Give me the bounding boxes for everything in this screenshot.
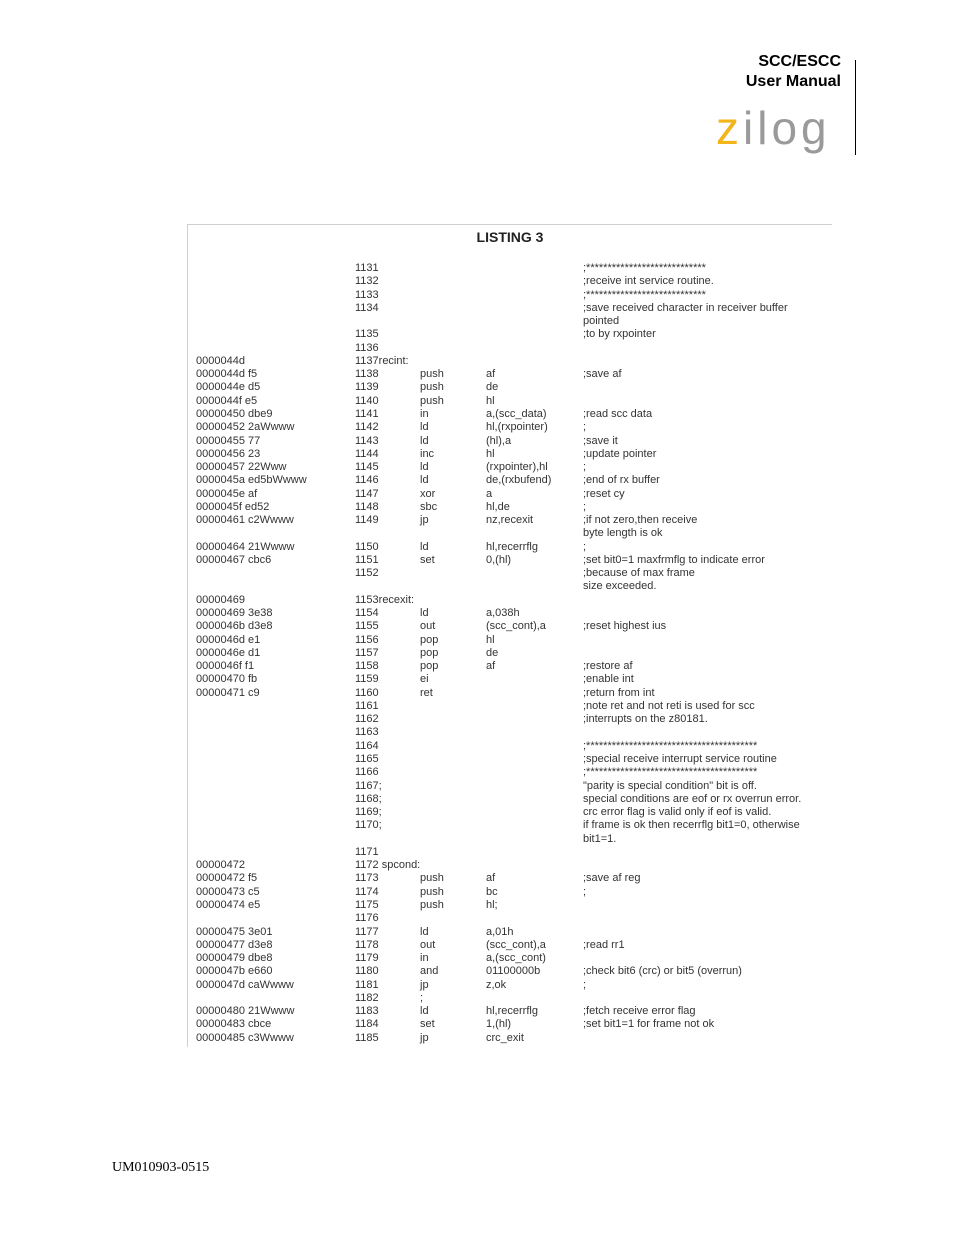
listing-line — [188, 275, 832, 288]
listing-addr: 0000044d — [196, 354, 245, 367]
listing-op: push — [420, 381, 444, 394]
listing-arg: af — [486, 872, 496, 885]
listing-cmt: ;update pointer — [583, 447, 657, 460]
listing-op: inc — [420, 447, 435, 460]
listing-num: 1159 — [355, 673, 379, 686]
listing-op: push — [420, 394, 444, 407]
listing-line — [188, 381, 832, 394]
listing-addr: 0000045a ed5bWwww — [196, 474, 307, 487]
listing-op: ; — [420, 991, 424, 1004]
listing-arg: (scc_cont),a — [486, 938, 546, 951]
listing-num: 1147 — [355, 487, 379, 500]
listing-op: ld — [420, 421, 429, 434]
listing-arg: bc — [486, 885, 498, 898]
listing-cmt: ;receive int service routine. — [583, 275, 714, 288]
listing-cmt: ;fetch receive error flag — [583, 1005, 696, 1018]
listing-num: 1145 — [355, 461, 379, 474]
listing-line — [188, 726, 832, 739]
listing-line — [188, 262, 832, 275]
listing-cmt: ;note ret and not reti is used for scc — [583, 699, 755, 712]
listing-cmt: ;reset highest ius — [583, 620, 667, 633]
listing-op: pop — [420, 633, 439, 646]
listing-num: 1134 — [355, 301, 379, 314]
listing-line — [188, 939, 832, 952]
document-header — [746, 52, 841, 92]
listing-num: 1180 — [355, 965, 379, 978]
listing-arg: a,(scc_cont) — [486, 952, 546, 965]
listing-arg: hl,de — [486, 500, 510, 513]
header-title-line1: SCC/ESCC — [758, 53, 841, 70]
listing-cmt: ;**************************** — [583, 288, 706, 301]
listing-num: 1132 — [355, 275, 379, 288]
listing-addr: 00000477 d3e8 — [196, 938, 273, 951]
listing-num: 1131 — [355, 262, 379, 274]
listing-cmt: ;read scc data — [583, 407, 653, 420]
listing-num: 1169; — [355, 806, 382, 819]
listing-num: 1154 — [355, 607, 379, 620]
listing-line — [188, 634, 832, 647]
listing-num: 1181 — [355, 978, 379, 991]
listing-line — [188, 965, 832, 978]
listing-line — [188, 328, 832, 341]
listing-addr: 00000479 dbe8 — [196, 952, 273, 965]
listing-op: out — [420, 938, 436, 951]
listing-num: 1170; — [355, 819, 382, 832]
listing-title: LISTING 3 — [476, 229, 544, 245]
listing-line — [188, 342, 832, 355]
listing-op: ld — [420, 540, 429, 553]
listing-cmt: ;restore af — [583, 660, 633, 673]
listing-line — [188, 541, 832, 554]
listing-num: 1143 — [355, 434, 379, 447]
listing-line — [188, 872, 832, 885]
listing-addr: 0000046d e1 — [196, 633, 261, 646]
listing-op: push — [420, 368, 444, 381]
listing-line — [188, 435, 832, 448]
listing-op: set — [420, 1018, 435, 1031]
listing-line — [188, 461, 832, 474]
zilog-logo-z: z — [716, 102, 743, 154]
listing-cmt: ;save it — [583, 434, 618, 447]
listing-arg: a,038h — [486, 607, 520, 620]
listing-op: ld — [420, 1005, 429, 1018]
listing-arg: hl — [486, 447, 495, 460]
listing-line — [188, 488, 832, 501]
listing-line — [188, 992, 832, 1005]
listing-num: 1139 — [355, 381, 379, 394]
listing-line — [188, 514, 832, 527]
listing-num: 1167; — [355, 779, 382, 792]
listing-arg: hl,recerrflg — [486, 1005, 538, 1018]
listing-cmt: size exceeded. — [583, 580, 657, 593]
listing-op: out — [420, 620, 436, 633]
listing-cmt: crc error flag is valid only if eof is valid. — [583, 806, 772, 819]
listing-op: jp — [420, 1031, 429, 1044]
listing-op: ld — [420, 461, 429, 474]
listing-cmt: ; — [583, 885, 587, 898]
listing-num: 1166 — [355, 766, 379, 779]
listing-cmt: ;**************************************** — [583, 739, 758, 752]
footer-doc-id: UM010903-0515 — [112, 1160, 210, 1175]
listing-arg: nz,recexit — [486, 514, 534, 527]
listing-addr: 00000473 c5 — [196, 885, 260, 898]
listing-op: ld — [420, 434, 429, 447]
listing-line — [188, 554, 832, 567]
listing-op: push — [420, 898, 444, 911]
listing-num: 1172 spcond: — [355, 859, 421, 872]
listing-line — [188, 766, 832, 779]
listing-arg: z,ok — [486, 978, 507, 991]
listing-op: pop — [420, 646, 439, 659]
listing-num: 1149 — [355, 514, 379, 527]
listing-cmt: byte length is ok — [583, 527, 663, 540]
listing-addr: 00000467 cbc6 — [196, 553, 272, 566]
listing-line — [188, 912, 832, 925]
listing-line — [188, 448, 832, 461]
listing-addr: 00000480 21Wwww — [196, 1005, 295, 1018]
listing-line — [188, 806, 832, 819]
listing-line — [188, 315, 832, 328]
listing-arg: af — [486, 368, 496, 381]
listing-arg: hl — [486, 633, 495, 646]
listing-arg: hl; — [486, 898, 498, 911]
listing-op: pop — [420, 660, 439, 673]
listing-addr: 00000452 2aWwww — [196, 421, 295, 434]
listing-line — [188, 289, 832, 302]
listing-line — [188, 567, 832, 580]
listing-line — [188, 713, 832, 726]
listing-arg: de,(rxbufend) — [486, 474, 552, 487]
listing-addr: 00000472 f5 — [196, 872, 258, 885]
listing-num: 1144 — [355, 447, 379, 460]
listing-arg: hl,(rxpointer) — [486, 421, 548, 434]
listing-cmt: if frame is ok then recerrflg bit1=0, otherwise — [583, 819, 800, 832]
listing-line — [188, 355, 832, 368]
listing-addr: 00000483 cbce — [196, 1018, 272, 1031]
header-title-line2: User Manual — [745, 73, 841, 90]
listing-addr: 00000456 23 — [196, 447, 261, 460]
listing-line — [188, 501, 832, 514]
listing-op: ei — [420, 673, 429, 686]
listing-num: 1182 — [355, 991, 379, 1004]
listing-num: 1142 — [355, 421, 379, 434]
listing-num: 1158 — [355, 660, 379, 673]
listing-cmt: ;special receive interrupt service routine — [583, 752, 777, 765]
listing-cmt: ;if not zero,then receive — [583, 514, 698, 527]
listing-cmt: "parity is special condition" bit is off. — [583, 779, 757, 792]
listing-line — [188, 846, 832, 859]
listing-addr: 00000464 21Wwww — [196, 540, 295, 553]
listing-op: set — [420, 553, 435, 566]
listing-arg: a — [486, 487, 493, 500]
listing-op: in — [420, 952, 429, 965]
listing-addr: 0000044f e5 — [196, 394, 258, 407]
listing-cmt: ;because of max frame — [583, 567, 695, 580]
listing-cmt: special conditions are eof or rx overrun error. — [583, 792, 802, 805]
listing-line — [188, 753, 832, 766]
listing-addr: 0000047d caWwww — [196, 978, 294, 991]
listing-addr: 0000046b d3e8 — [196, 620, 273, 633]
listing-addr: 0000044e d5 — [196, 381, 261, 394]
listing-arg: (hl),a — [486, 434, 512, 447]
listing-addr: 0000046e d1 — [196, 646, 261, 659]
listing-op: ld — [420, 925, 429, 938]
listing-cmt: ;save af — [583, 368, 622, 381]
listing-cmt: ;to by rxpointer — [583, 328, 656, 341]
listing-op: jp — [420, 514, 429, 527]
listing-op: sbc — [420, 500, 438, 513]
zilog-logo-text — [716, 102, 831, 154]
listing-num: 1161 — [355, 699, 379, 712]
listing-line — [188, 421, 832, 434]
listing-num: 1163 — [355, 726, 379, 739]
listing-num: 1183 — [355, 1005, 379, 1018]
listing-addr: 00000455 77 — [196, 434, 261, 447]
listing-num: 1178 — [355, 938, 379, 951]
listing-num: 1174 — [355, 885, 379, 898]
listing-num: 1179 — [355, 952, 379, 965]
listing-addr: 0000045f ed52 — [196, 500, 270, 513]
listing-line — [188, 607, 832, 620]
listing-line — [188, 859, 832, 872]
listing-num: 1140 — [355, 394, 379, 407]
listing-line — [188, 1005, 832, 1018]
listing-arg: 01100000b — [486, 965, 541, 978]
listing-addr: 0000047b e660 — [196, 965, 273, 978]
listing-cmt: ;interrupts on the z80181. — [583, 713, 708, 726]
listing-arg: crc_exit — [486, 1031, 524, 1044]
listing-line — [188, 886, 832, 899]
listing-cmt: ; — [583, 461, 587, 474]
listing-op: and — [420, 965, 439, 978]
listing-arg: hl,recerrflg — [486, 540, 538, 553]
listing-num: 1165 — [355, 752, 379, 765]
listing-op: push — [420, 885, 444, 898]
listing-cmt: ;reset cy — [583, 487, 625, 500]
listing-cmt: ;enable int — [583, 673, 634, 686]
listing-arg: a,(scc_data) — [486, 407, 547, 420]
listing-cmt: ;check bit6 (crc) or bit5 (overrun) — [583, 965, 742, 978]
listing-num: 1176 — [355, 912, 379, 925]
listing-line — [188, 527, 832, 540]
listing-line — [188, 474, 832, 487]
listing-num: 1138 — [355, 368, 379, 381]
listing-cmt: ;**************************** — [583, 262, 706, 274]
listing-addr: 00000474 e5 — [196, 898, 261, 911]
listing-line — [188, 594, 832, 607]
listing-addr: 00000472 — [196, 859, 245, 872]
listing-num: 1175 — [355, 898, 379, 911]
listing-arg: (rxpointer),hl — [486, 461, 548, 474]
listing-addr: 00000461 c2Wwww — [196, 514, 294, 527]
listing-line — [188, 700, 832, 713]
listing-arg: a,01h — [486, 925, 514, 938]
listing-line — [188, 408, 832, 421]
listing-line — [188, 580, 832, 593]
listing-num: 1150 — [355, 540, 379, 553]
listing-line — [188, 1032, 832, 1045]
listing-num: 1153recexit: — [355, 593, 415, 606]
listing-num: 1164 — [355, 739, 379, 752]
listing-cmt: pointed — [583, 315, 620, 328]
listing-line — [188, 926, 832, 939]
zilog-logo-rest: ilog — [743, 102, 831, 154]
listing-line — [188, 368, 832, 381]
listing-num: 1137recint: — [355, 354, 409, 367]
listing-cmt: bit1=1. — [583, 832, 617, 845]
listing-line — [188, 952, 832, 965]
listing-addr: 0000046f f1 — [196, 660, 255, 673]
listing-num: 1141 — [355, 407, 379, 420]
listing-addr: 00000471 c9 — [196, 686, 260, 699]
listing-arg: de — [486, 381, 499, 394]
listing-num: 1184 — [355, 1018, 379, 1031]
listing-op: ld — [420, 474, 429, 487]
listing-num: 1160 — [355, 686, 379, 699]
listing-arg: 0,(hl) — [486, 553, 512, 566]
listing-line — [188, 740, 832, 753]
listing-cmt: ;end of rx buffer — [583, 474, 660, 487]
listing-addr: 00000485 c3Wwww — [196, 1031, 294, 1044]
listing-line — [188, 899, 832, 912]
listing-addr: 00000469 — [196, 593, 245, 606]
listing-cmt: ; — [583, 500, 587, 513]
listing-cmt: ;set bit1=1 for frame not ok — [583, 1018, 715, 1031]
listing-num: 1185 — [355, 1031, 379, 1044]
listing-cmt: ;save af reg — [583, 872, 641, 885]
listing-num: 1157 — [355, 646, 379, 659]
listing-line — [188, 647, 832, 660]
listing-num: 1155 — [355, 620, 379, 633]
listing-line — [188, 780, 832, 793]
listing-num: 1162 — [355, 713, 379, 726]
listing-addr: 0000045e af — [196, 487, 258, 500]
listing-num: 1168; — [355, 792, 382, 805]
listing-num: 1146 — [355, 474, 379, 487]
listing-line — [188, 819, 832, 832]
listing-num: 1173 — [355, 872, 379, 885]
listing-op: xor — [420, 487, 436, 500]
listing-arg: (scc_cont),a — [486, 620, 546, 633]
listing-addr: 00000470 fb — [196, 673, 258, 686]
listing-arg: de — [486, 646, 499, 659]
listing-num: 1133 — [355, 288, 379, 301]
listing-num: 1171 — [355, 845, 379, 858]
listing-num: 1136 — [355, 341, 379, 354]
listing-addr: 00000475 3e01 — [196, 925, 273, 938]
listing-addr: 00000469 3e38 — [196, 607, 273, 620]
listing-arg: hl — [486, 394, 495, 407]
listing-num: 1156 — [355, 633, 379, 646]
listing-line — [188, 660, 832, 673]
listing-line — [188, 1018, 832, 1031]
listing-cmt: ;read rr1 — [583, 938, 625, 951]
listing-arg: 1,(hl) — [486, 1018, 512, 1031]
zilog-logo — [716, 102, 846, 160]
listing-cmt: ; — [583, 540, 587, 553]
listing-cmt: ; — [583, 421, 587, 434]
listing-cmt: ;set bit0=1 maxfrmflg to indicate error — [583, 553, 765, 566]
header-divider — [855, 60, 856, 155]
listing-op: in — [420, 407, 429, 420]
listing-op: push — [420, 872, 444, 885]
listing-line — [188, 833, 832, 846]
listing-line — [188, 979, 832, 992]
listing-line — [188, 302, 832, 315]
listing-op: jp — [420, 978, 429, 991]
listing-cmt: ; — [583, 978, 587, 991]
listing-cmt: ;**************************************** — [583, 766, 758, 779]
listing-cmt: ;return from int — [583, 686, 655, 699]
listing-figure — [187, 224, 832, 1047]
listing-addr: 00000450 dbe9 — [196, 407, 273, 420]
listing-line — [188, 793, 832, 806]
listing-cmt: ;save received character in receiver buffer — [583, 301, 788, 314]
listing-num: 1151 — [355, 553, 379, 566]
listing-line — [188, 395, 832, 408]
listing-num: 1177 — [355, 925, 379, 938]
listing-op: ld — [420, 607, 429, 620]
listing-line — [188, 687, 832, 700]
listing-num: 1148 — [355, 500, 379, 513]
listing-arg: af — [486, 660, 496, 673]
listing-num: 1135 — [355, 328, 379, 341]
listing-addr: 00000457 22Www — [196, 461, 287, 474]
listing-num: 1152 — [355, 567, 379, 580]
listing-op: ret — [420, 686, 433, 699]
listing-line — [188, 673, 832, 686]
listing-line — [188, 620, 832, 633]
listing-addr: 0000044d f5 — [196, 368, 258, 381]
